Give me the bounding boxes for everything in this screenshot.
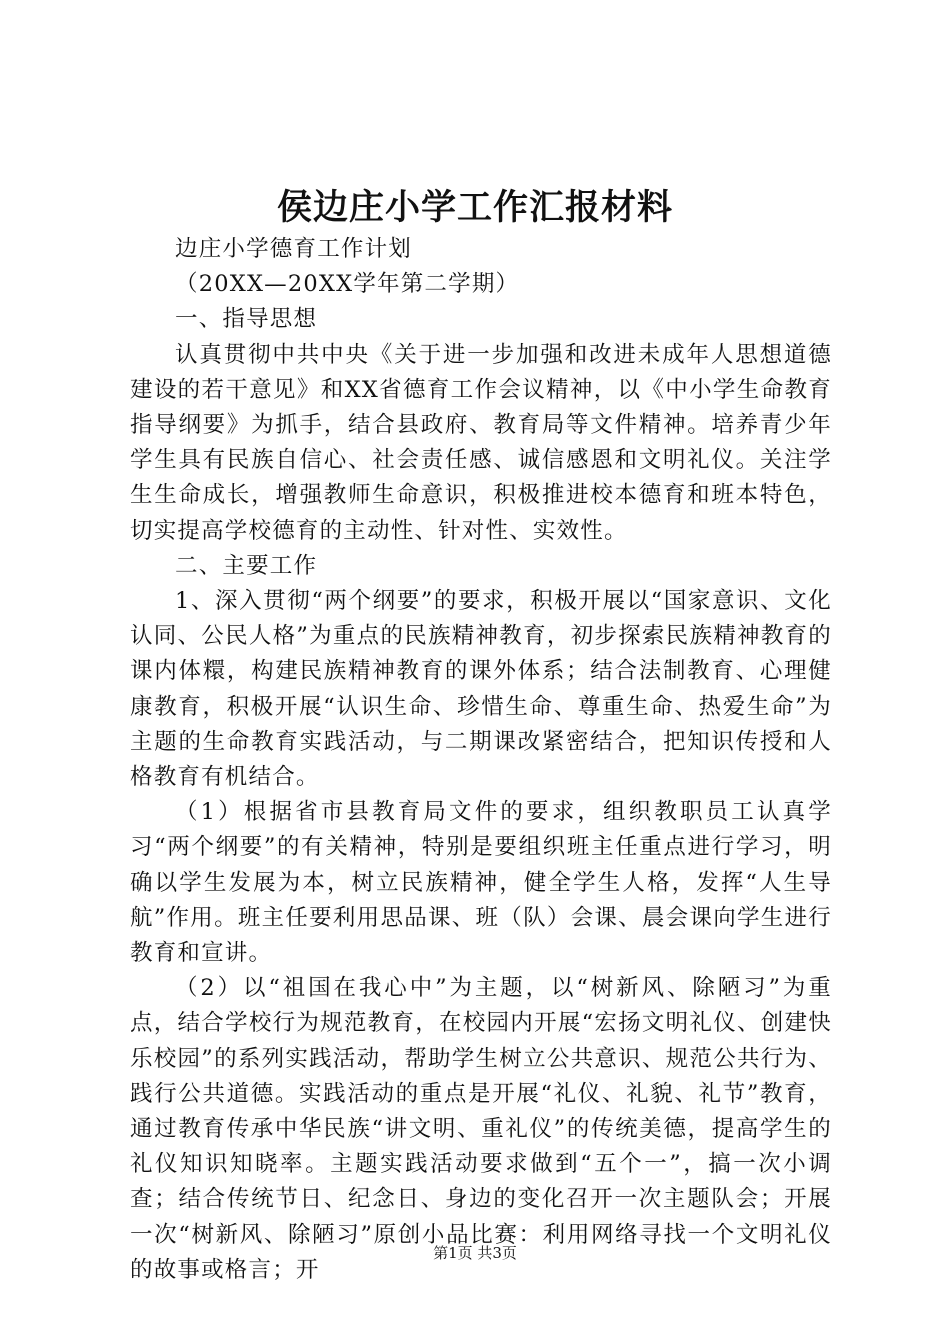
document-body xyxy=(130,232,832,1288)
paragraph-main-work-1-2: （2）以“祖国在我心中”为主题，以“树新风、除陋习”为重点，结合学校行为规范教育，在校园内开展“宏扬文明礼仪、创建快乐校园”的系列实践活动，帮助学生树立公共意识、规范公共行为、践行公共道德。实践活动的重点是开展“礼仪、礼貌、礼节”教育，通过教育传承中华民族“讲文明、重礼仪”的传统美德，提高学生的礼仪知识知晓率。主题实践活动要求做到“五个一”，搞一次小调查；结合传统节日、纪念日、身边的变化召开一次主题队会；开展一次“树新风、除陋习”原创小品比赛：利用网络寻找一个文明礼仪的故事或格言；开 xyxy=(130,975,832,1283)
paragraph-main-work-1: 1、深入贯彻“两个纲要”的要求，积极开展以“国家意识、文化认同、公民人格”为重点的民族精神教育，初步探索民族精神教育的课内体糫，构建民族精神教育的课外体系；结合法制教育、心理健康教育，积极开展“认识生命、珍惜生命、尊重生命、热爱生命”为主题的生命教育实践活动，与二期课改紧密结合，把知识传授和人格教育有机结合。 xyxy=(130,588,832,791)
paragraph-main-work-1-1: （1）根据省市县教育局文件的要求，组织教职员工认真学习“两个纲要”的有关精神，特别是要组织班主任重点进行学习，明确以学生发展为本，树立民族精神，健全学生人格，发挥“人生导航”作用。班主任要利用思品课、班（队）会课、晨会课向学生进行教育和宣讲。 xyxy=(130,799,832,967)
heading-guiding-ideology: 一、指导思想 xyxy=(175,306,318,333)
paragraph-plan-title: 边庄小学德育工作计划 xyxy=(175,236,413,262)
page-indicator: 第1页 共3页 xyxy=(433,1244,517,1262)
paragraph-guiding-ideology: 认真贯彻中共中央《关于进一步加强和改进未成年人思想道德建设的若干意见》和XX省德育工作会议精神，以《中小学生命教育指导纲要》为抓手，结合县政府、教育局等文件精神。培养青少年学生具有民族自信心、社会责任感、诚信感恩和文明礼仪。关注学生生命成长，增强教师生命意识，积极推进校本德育和班本特色，切实提高学校德育的主动性、针对性、实效性。 xyxy=(130,341,832,544)
paragraph-semester: （20XX—20XX学年第二学期） xyxy=(175,271,520,298)
document-title: 侯边庄小学工作汇报材料 xyxy=(276,187,673,228)
heading-main-work: 二、主要工作 xyxy=(175,552,318,579)
